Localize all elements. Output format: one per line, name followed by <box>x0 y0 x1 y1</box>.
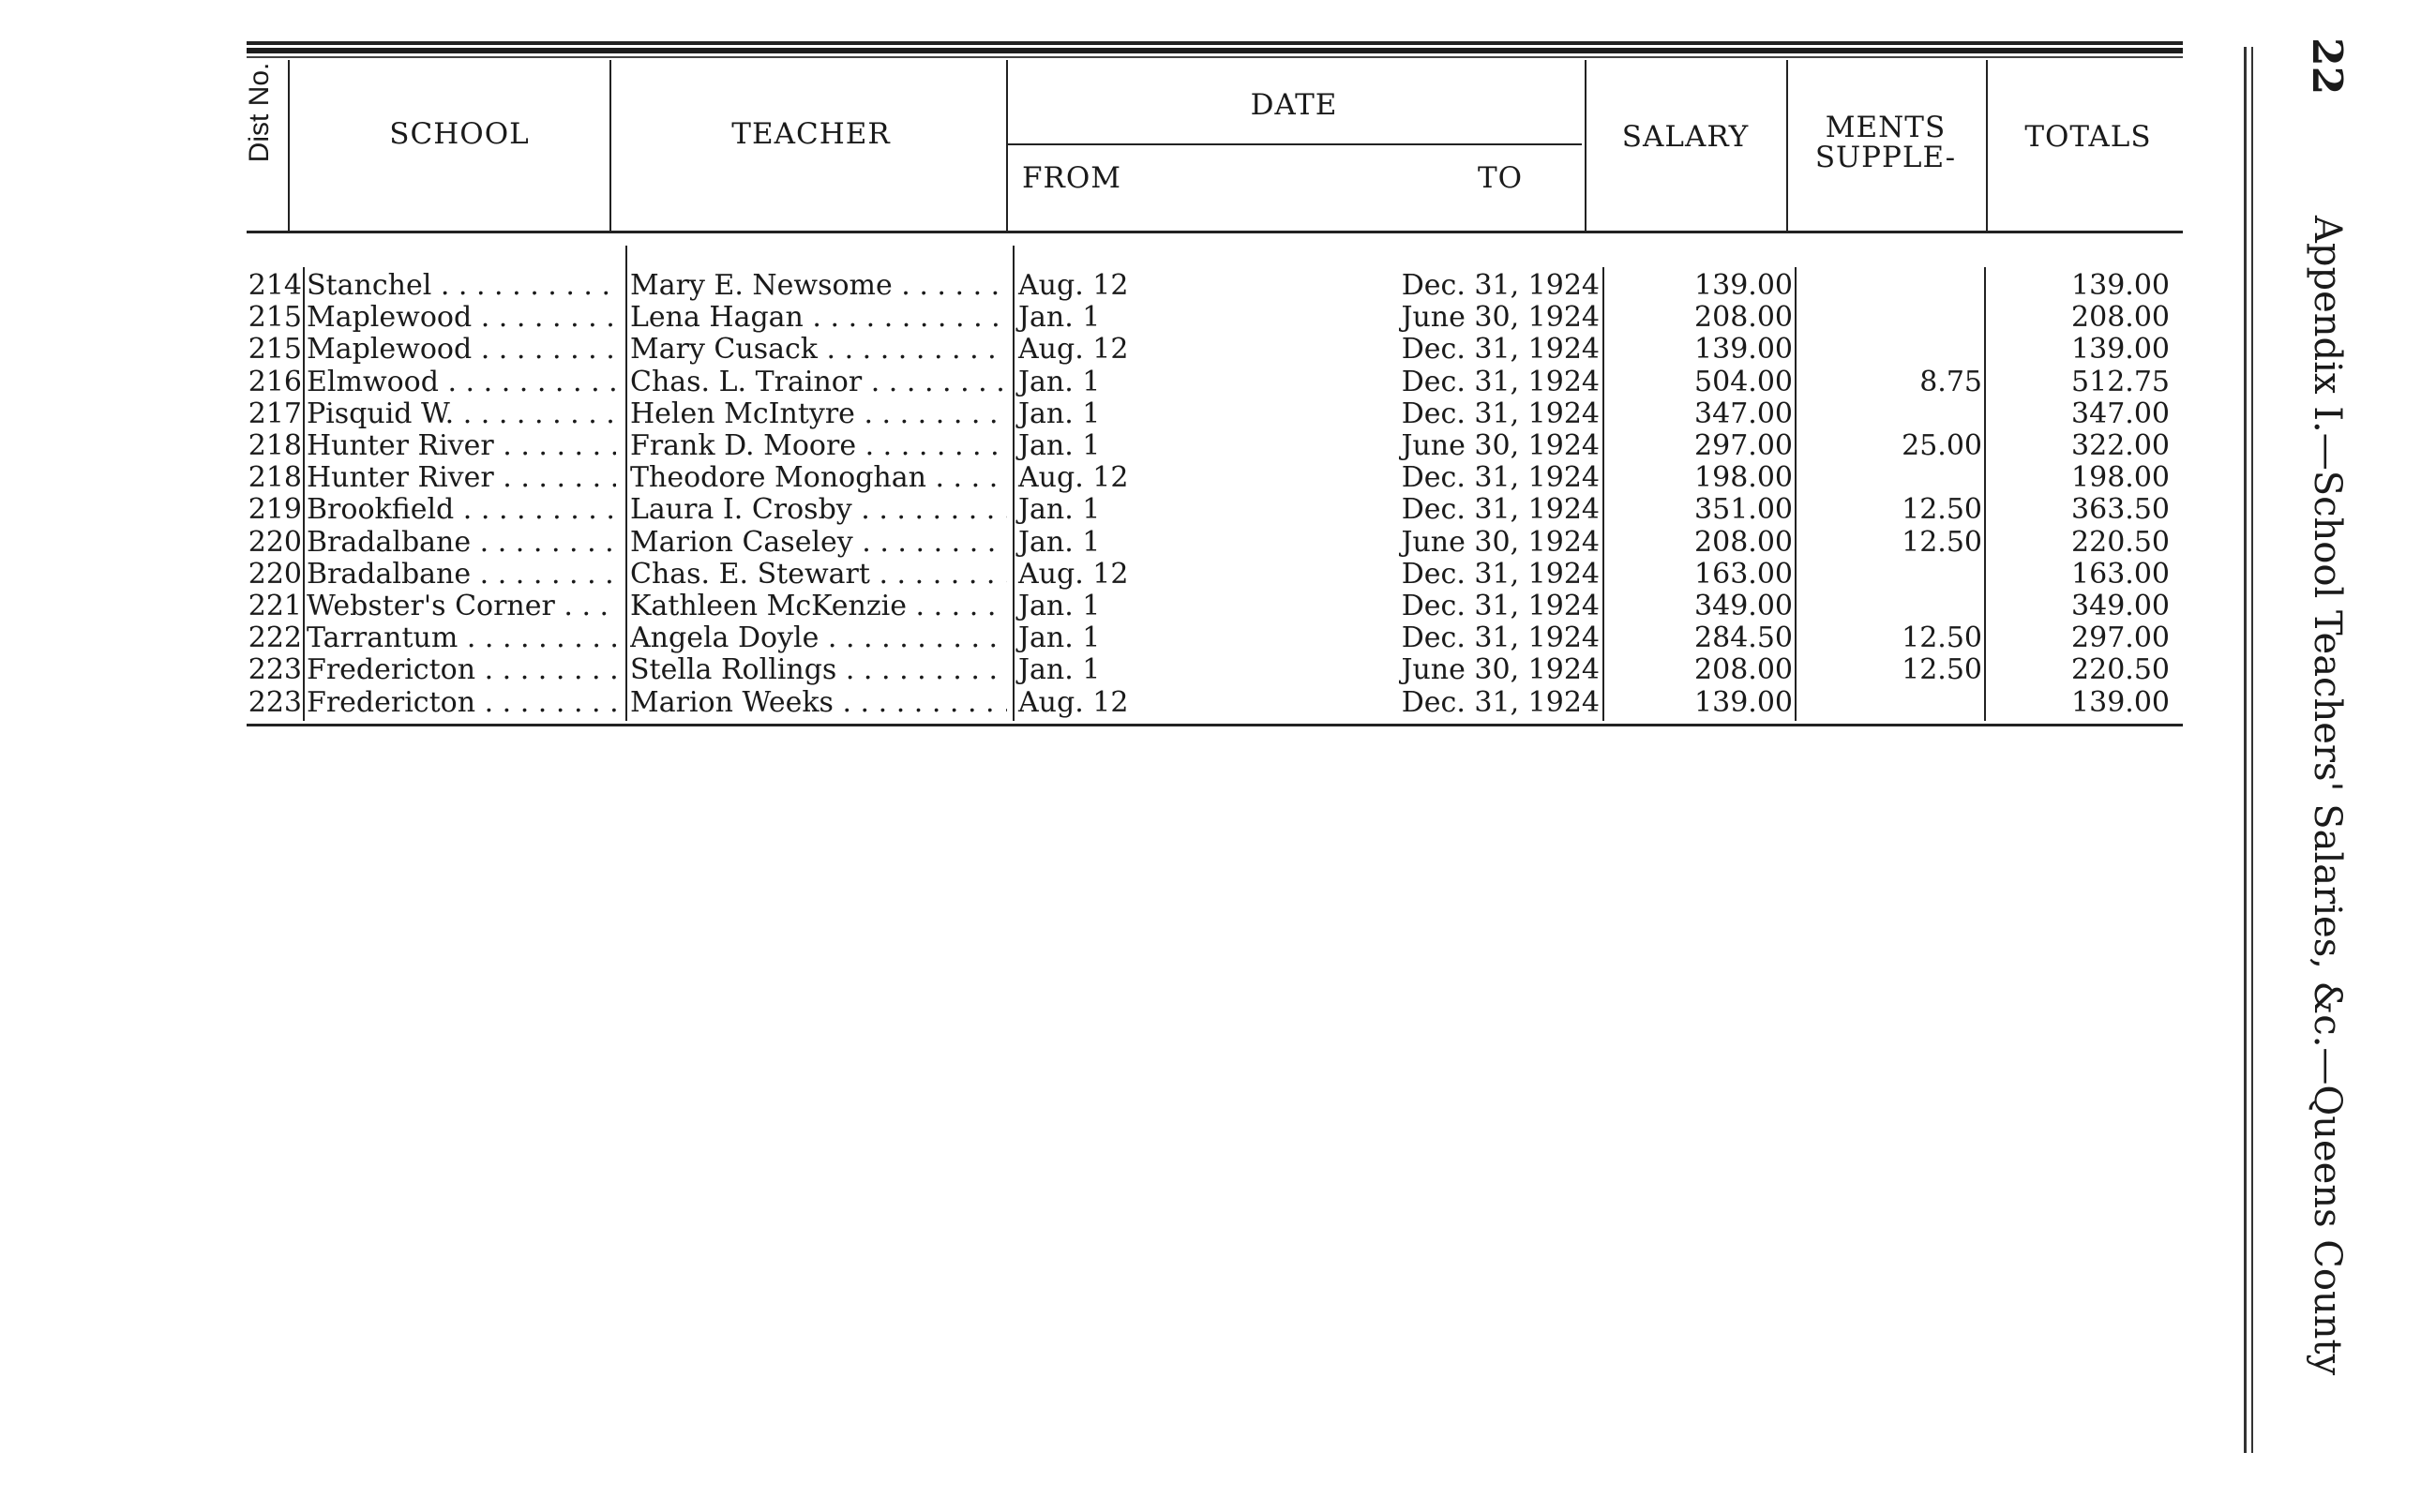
margin-rule <box>2244 47 2247 1453</box>
supplements-cell: 12.50 <box>1902 525 1982 559</box>
header-date: DATE <box>1250 88 1338 122</box>
dist-cell: 221 <box>248 590 302 622</box>
total-cell: 198.00 <box>2071 461 2170 495</box>
top-rule-heavy <box>247 48 2183 53</box>
teacher-cell: Marion Caseley . . . <box>630 526 1007 559</box>
to-date-cell: June 30, 1924 <box>1401 525 1600 559</box>
from-date-cell: Aug. 12 <box>1018 557 1129 591</box>
total-cell: 220.50 <box>2071 653 2170 687</box>
supplements-cell: 12.50 <box>1902 493 1982 527</box>
table-row <box>0 397 2194 429</box>
salary-cell: 347.00 <box>1694 397 1793 430</box>
top-rule-thin <box>247 56 2183 58</box>
table-row <box>0 493 2194 525</box>
table-row <box>0 461 2194 493</box>
to-date-cell: June 30, 1924 <box>1401 653 1600 687</box>
salary-cell: 139.00 <box>1694 333 1793 367</box>
total-cell: 163.00 <box>2071 557 2170 591</box>
from-date-cell: Aug. 12 <box>1018 269 1129 302</box>
header-from: FROM <box>1022 161 1122 195</box>
from-date-cell: Jan. 1 <box>1018 365 1101 398</box>
from-date-cell: Aug. 12 <box>1018 685 1129 719</box>
dist-cell: 220 <box>248 557 302 591</box>
col-divider <box>1585 60 1586 231</box>
salary-cell: 208.00 <box>1694 301 1793 335</box>
table-row <box>0 269 2194 301</box>
dist-cell: 217 <box>248 397 302 430</box>
from-date-cell: Jan. 1 <box>1018 621 1101 655</box>
dist-cell: 215 <box>248 333 302 367</box>
salary-cell: 351.00 <box>1694 493 1793 527</box>
to-date-cell: Dec. 31, 1924 <box>1401 621 1600 655</box>
total-cell: 349.00 <box>2071 590 2170 622</box>
dist-cell: 218 <box>248 461 302 495</box>
school-cell: Webster's Corner . . . <box>307 590 616 622</box>
school-cell: Maplewood . . . <box>307 301 616 334</box>
total-cell: 322.00 <box>2071 429 2170 462</box>
table-row <box>0 653 2194 685</box>
dist-cell: 220 <box>248 525 302 559</box>
from-date-cell: Jan. 1 <box>1018 397 1101 430</box>
school-cell: Fredericton . . . <box>307 653 616 686</box>
table-row <box>0 301 2194 333</box>
salary-cell: 349.00 <box>1694 590 1793 622</box>
teacher-cell: Laura I. Crosby . . . <box>630 493 1007 526</box>
teacher-cell: Chas. E. Stewart . . . <box>630 558 1007 591</box>
supplements-cell: 25.00 <box>1902 429 1982 462</box>
teacher-cell: Stella Rollings . . . <box>630 653 1007 686</box>
total-cell: 512.75 <box>2071 365 2170 398</box>
school-cell: Hunter River . . . <box>307 429 616 462</box>
header-teacher: TEACHER <box>731 117 891 151</box>
top-rule <box>247 41 2183 45</box>
header-to: TO <box>1477 161 1524 195</box>
table-row <box>0 686 2194 718</box>
to-date-cell: Dec. 31, 1924 <box>1401 685 1600 719</box>
from-date-cell: Jan. 1 <box>1018 525 1101 559</box>
teacher-cell: Chas. L. Trainor . . . <box>630 366 1007 398</box>
header-bottom-rule <box>247 231 2183 233</box>
salary-cell: 198.00 <box>1694 461 1793 495</box>
total-cell: 139.00 <box>2071 269 2170 302</box>
from-date-cell: Jan. 1 <box>1018 429 1101 462</box>
to-date-cell: Dec. 31, 1924 <box>1401 557 1600 591</box>
teacher-cell: Lena Hagan . . . <box>630 301 1007 334</box>
school-cell: Maplewood . . . <box>307 333 616 366</box>
teacher-cell: Angela Doyle . . . <box>630 621 1007 654</box>
supplements-cell: 8.75 <box>1919 365 1982 398</box>
dist-cell: 216 <box>248 365 302 398</box>
from-date-cell: Aug. 12 <box>1018 333 1129 367</box>
running-title: Appendix I.—School Teachers' Salaries, &c.—Queens County <box>2306 216 2349 1376</box>
teacher-cell: Frank D. Moore . . . <box>630 429 1007 462</box>
salary-cell: 208.00 <box>1694 525 1793 559</box>
from-date-cell: Jan. 1 <box>1018 301 1101 335</box>
col-divider <box>609 60 611 231</box>
total-cell: 139.00 <box>2071 685 2170 719</box>
header-supplements-line2: SUPPLE- <box>1814 141 1957 174</box>
dist-cell: 215 <box>248 301 302 335</box>
to-date-cell: June 30, 1924 <box>1401 301 1600 335</box>
table-row <box>0 621 2194 653</box>
school-cell: Pisquid W. . . . <box>307 397 616 430</box>
to-date-cell: Dec. 31, 1924 <box>1401 493 1600 527</box>
table-row <box>0 526 2194 558</box>
school-cell: Bradalbane . . . <box>307 526 616 559</box>
margin-rule <box>2251 47 2253 1453</box>
to-date-cell: Dec. 31, 1924 <box>1401 590 1600 622</box>
table-row <box>0 429 2194 461</box>
dist-cell: 223 <box>248 653 302 687</box>
dist-cell: 222 <box>248 621 302 655</box>
salary-cell: 163.00 <box>1694 557 1793 591</box>
school-cell: Fredericton . . . <box>307 686 616 719</box>
school-cell: Bradalbane . . . <box>307 558 616 591</box>
to-date-cell: Dec. 31, 1924 <box>1401 461 1600 495</box>
to-date-cell: Dec. 31, 1924 <box>1401 397 1600 430</box>
teacher-cell: Helen McIntyre . . . <box>630 397 1007 430</box>
dist-cell: 223 <box>248 685 302 719</box>
header-dist-no: Dist No. <box>244 62 275 163</box>
teacher-cell: Mary E. Newsome . . . <box>630 269 1007 302</box>
page-number: 22 <box>2303 37 2351 96</box>
total-cell: 139.00 <box>2071 333 2170 367</box>
table-row <box>0 558 2194 590</box>
salary-cell: 297.00 <box>1694 429 1793 462</box>
teacher-cell: Kathleen McKenzie . . . <box>630 590 1007 622</box>
dist-cell: 218 <box>248 429 302 462</box>
salary-cell: 139.00 <box>1694 269 1793 302</box>
header-supplements-line1: MENTS <box>1825 111 1947 144</box>
teacher-cell: Mary Cusack . . . <box>630 333 1007 366</box>
salary-cell: 139.00 <box>1694 685 1793 719</box>
dist-cell: 214 <box>248 269 302 302</box>
school-cell: Tarrantum . . . <box>307 621 616 654</box>
to-date-cell: Dec. 31, 1924 <box>1401 333 1600 367</box>
supplements-cell: 12.50 <box>1902 621 1982 655</box>
total-cell: 208.00 <box>2071 301 2170 335</box>
col-divider <box>1786 60 1788 231</box>
header-totals: TOTALS <box>2024 120 2152 154</box>
salary-cell: 284.50 <box>1694 621 1793 655</box>
header-school: SCHOOL <box>389 117 530 151</box>
salary-cell: 504.00 <box>1694 365 1793 398</box>
from-date-cell: Jan. 1 <box>1018 653 1101 687</box>
salary-cell: 208.00 <box>1694 653 1793 687</box>
header-salary: SALARY <box>1621 120 1750 154</box>
school-cell: Hunter River . . . <box>307 461 616 494</box>
table-row <box>0 333 2194 365</box>
date-subheader-rule <box>1008 143 1582 145</box>
col-divider <box>288 60 290 231</box>
to-date-cell: Dec. 31, 1924 <box>1401 269 1600 302</box>
col-divider <box>1986 60 1988 231</box>
total-cell: 220.50 <box>2071 525 2170 559</box>
table-row <box>0 366 2194 397</box>
table-bottom-rule <box>247 724 2183 726</box>
school-cell: Elmwood . . . <box>307 366 616 398</box>
from-date-cell: Jan. 1 <box>1018 590 1101 622</box>
teacher-cell: Theodore Monoghan . . . <box>630 461 1007 494</box>
supplements-cell: 12.50 <box>1902 653 1982 687</box>
school-cell: Brookfield . . . <box>307 493 616 526</box>
from-date-cell: Aug. 12 <box>1018 461 1129 495</box>
total-cell: 297.00 <box>2071 621 2170 655</box>
teacher-cell: Marion Weeks . . . <box>630 686 1007 719</box>
table-row <box>0 590 2194 621</box>
total-cell: 347.00 <box>2071 397 2170 430</box>
dist-cell: 219 <box>248 493 302 527</box>
total-cell: 363.50 <box>2071 493 2170 527</box>
from-date-cell: Jan. 1 <box>1018 493 1101 527</box>
col-divider <box>1006 60 1008 231</box>
school-cell: Stanchel . . . <box>307 269 616 302</box>
to-date-cell: June 30, 1924 <box>1401 429 1600 462</box>
to-date-cell: Dec. 31, 1924 <box>1401 365 1600 398</box>
